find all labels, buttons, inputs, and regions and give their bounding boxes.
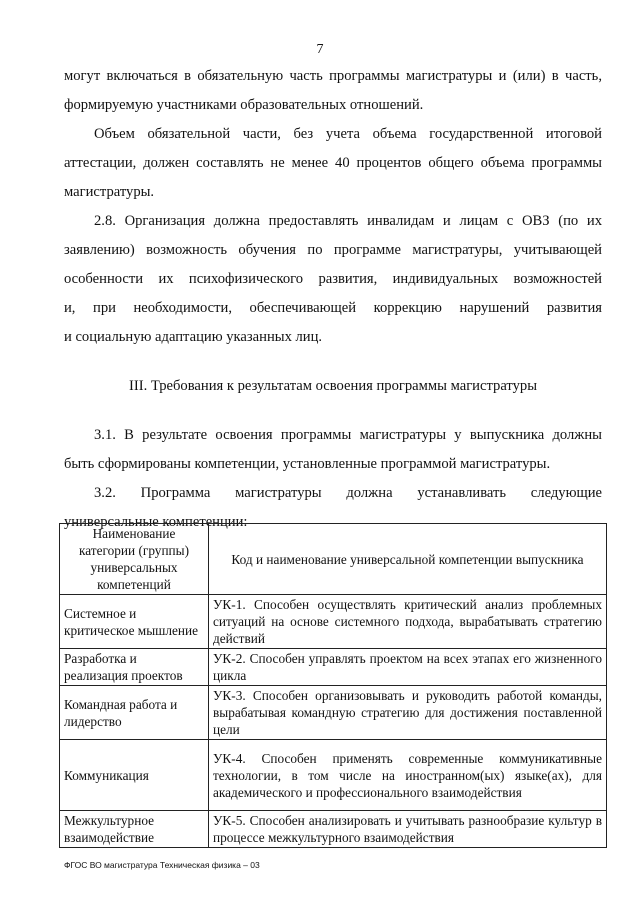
competence-cell: УК-3. Способен организовывать и руководить работой команды, вырабатывая командную стратегию для достижения поставленной цели [209, 686, 607, 740]
paragraph-line: 3.2. Программа магистратуры должна устанавливать следующие [94, 485, 602, 501]
paragraph-line: особенности их психофизического развития, индивидуальных возможностей [64, 271, 602, 287]
category-cell: Разработка и реализация проектов [60, 649, 209, 686]
paragraph-line: формируемую участниками образовательных отношений. [64, 97, 424, 113]
competences-table [59, 523, 607, 848]
footer-note: ФГОС ВО магистратура Техническая физика – 03 [64, 860, 260, 870]
paragraph-line: Объем обязательной части, без учета объема государственной итоговой [94, 126, 602, 142]
page-number: 7 [316, 42, 324, 57]
paragraph-line: 2.8. Организация должна предоставлять инвалидам и лицам с ОВЗ (по их [94, 213, 602, 229]
table-row [60, 686, 607, 740]
paragraph-line: могут включаться в обязательную часть программы магистратуры и (или) в часть, [64, 68, 602, 84]
paragraph-line: универсальные компетенции: [64, 514, 248, 530]
header-category-cell: Наименование категории (группы) универсальных компетенций [60, 524, 209, 595]
paragraph-line: и социальную адаптацию указанных лиц. [64, 329, 323, 345]
table-row [60, 649, 607, 686]
table-row [60, 595, 607, 649]
body-text [64, 62, 602, 537]
category-cell: Системное и критическое мышление [60, 595, 209, 649]
competence-cell: УК-2. Способен управлять проектом на всех этапах его жизненного цикла [209, 649, 607, 686]
table-row [60, 740, 607, 811]
category-cell: Командная работа и лидерство [60, 686, 209, 740]
paragraph-line: магистратуры. [64, 184, 155, 200]
paragraph-line: и, при необходимости, обеспечивающей коррекцию нарушений развития [64, 300, 602, 316]
paragraph-line: 3.1. В результате освоения программы магистратуры у выпускника должны [94, 427, 602, 443]
paragraph-line: быть сформированы компетенции, установленные программой магистратуры. [64, 456, 551, 472]
competence-cell: УК-1. Способен осуществлять критический анализ проблемных ситуаций на основе системного подхода, вырабатывать стратегию действий [209, 595, 607, 649]
paragraph-line: заявлению) возможность обучения по программе магистратуры, учитывающей [64, 242, 602, 258]
table-header-row [60, 524, 607, 595]
paragraph-line: аттестации, должен составлять не менее 40 процентов общего объема программы [64, 155, 602, 171]
header-competence-cell: Код и наименование универсальной компетенции выпускника [209, 524, 607, 595]
section-heading: III. Требования к результатам освоения программы магистратуры [128, 378, 538, 394]
table-row [60, 811, 607, 848]
category-cell: Коммуникация [60, 740, 209, 811]
competence-cell: УК-4. Способен применять современные коммуникативные технологии, в том числе на иностранном(ых) языке(ах), для академического и профессионального взаимодействия [209, 740, 607, 811]
category-cell: Межкультурное взаимодействие [60, 811, 209, 848]
competence-cell: УК-5. Способен анализировать и учитывать разнообразие культур в процессе межкультурного взаимодействия [209, 811, 607, 848]
